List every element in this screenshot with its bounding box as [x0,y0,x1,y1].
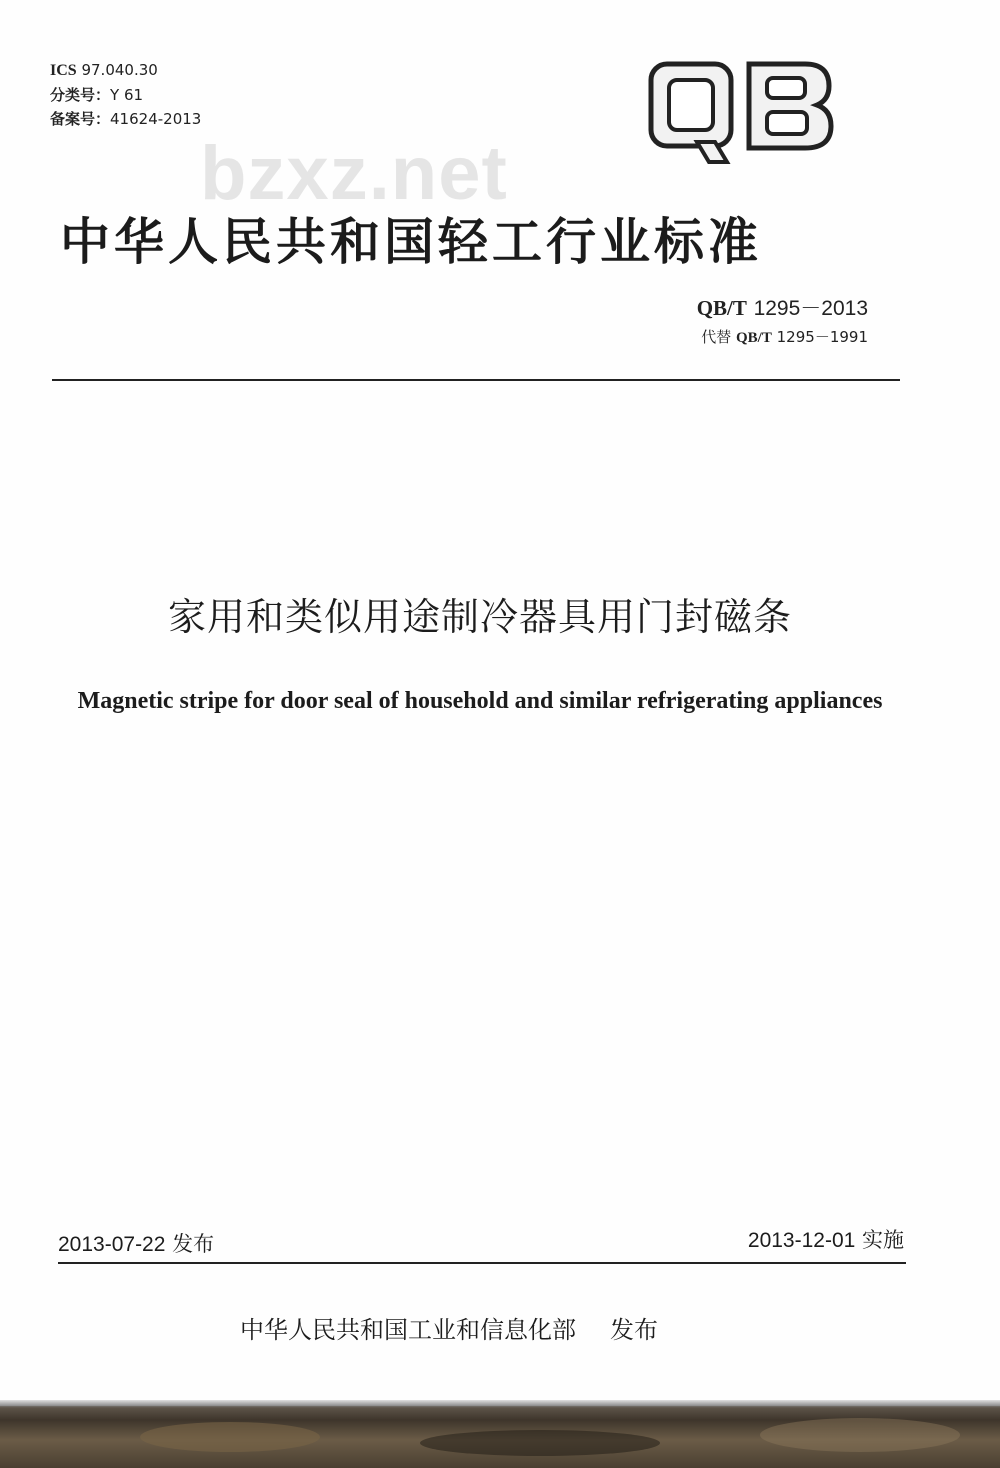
qb-logo [645,58,835,168]
replaces-label: 代替 [701,328,732,346]
publisher-line [240,1310,658,1345]
watermark-text: bzxz.net [200,131,508,216]
classification-value: Y 61 [110,86,144,104]
document-title-english: Magnetic stripe for door seal of household and similar refrigerating appliances [77,688,883,714]
replaces-prefix: QB/T [736,330,772,346]
background-texture [760,1418,960,1452]
issue-date-line [58,1228,214,1258]
standard-code [697,292,868,322]
standard-code-prefix: QB/T [696,296,747,320]
issue-label: 发布 [172,1232,215,1256]
background-texture [420,1430,660,1456]
classification-label: 分类号： [50,86,111,104]
issue-date: 2013-07-22 [58,1233,166,1256]
record-row [50,107,201,131]
ics-row [50,58,201,83]
page-edge [0,1400,1000,1406]
scan-background-strip [0,1400,1000,1468]
ics-label: ICS [50,62,77,79]
implement-date: 2013-12-01 [747,1229,856,1252]
qb-logo-letter-b [749,64,831,148]
standard-category-title: 中华人民共和国轻工行业标准 [60,213,762,271]
publisher-verb: 发布 [610,1316,658,1344]
standard-code-number: 1295－2013 [753,297,868,320]
implement-date-line [748,1224,904,1254]
header-meta [50,58,201,131]
replaces-line [697,326,868,347]
ics-value: 97.040.30 [81,61,158,79]
record-label: 备案号： [50,110,111,128]
classification-row [50,83,201,107]
background-texture [140,1422,320,1452]
publisher-name: 中华人民共和国工业和信息化部 [240,1316,576,1344]
implement-label: 实施 [862,1228,904,1252]
document-title-chinese: 家用和类似用途制冷器具用门封磁条 [167,595,792,639]
qb-logo-letter-q [651,64,731,162]
bottom-divider [58,1262,906,1264]
replaces-number: 1295－1991 [776,328,868,346]
record-value: 41624-2013 [110,110,202,128]
top-divider [52,379,900,381]
standard-code-block [697,292,868,347]
